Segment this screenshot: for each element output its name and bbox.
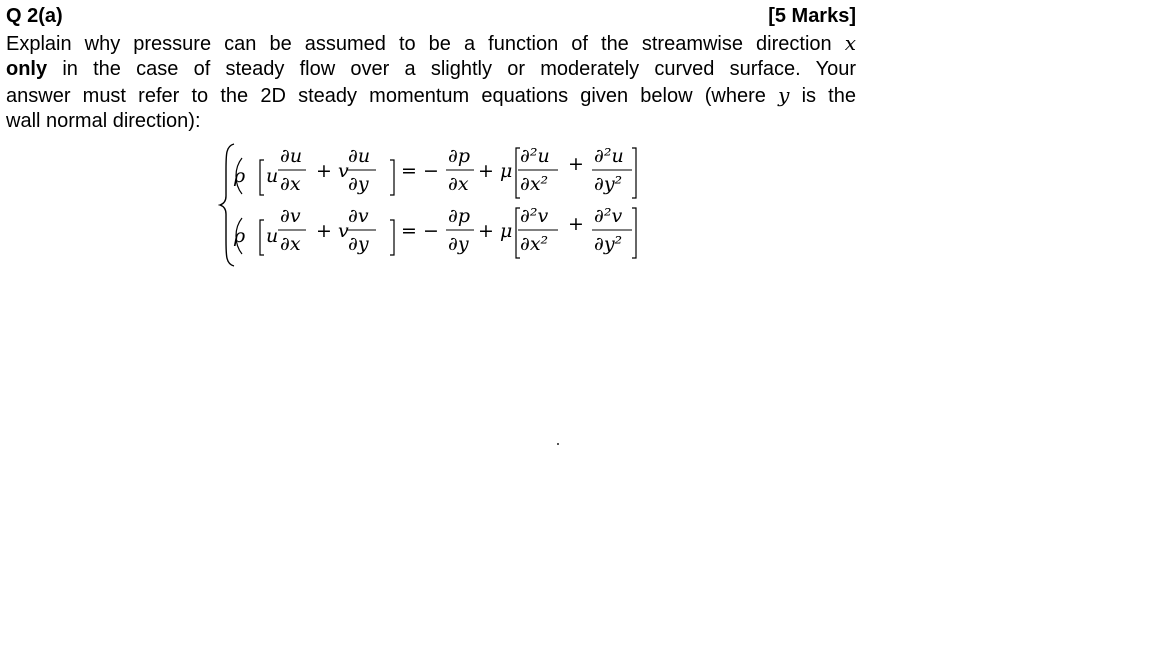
question-text bbox=[6, 30, 856, 134]
dy-den-2: ∂y bbox=[348, 233, 369, 255]
d2u-num-1b: ∂²u bbox=[594, 145, 624, 167]
bracket-open-2 bbox=[260, 220, 264, 255]
stray-dot bbox=[557, 443, 559, 445]
rho-2: ρ bbox=[234, 225, 246, 247]
variable-x: x bbox=[844, 31, 856, 55]
plus-v-2: + v bbox=[316, 220, 349, 242]
bracket2-close-2 bbox=[632, 208, 636, 258]
question-line-3: answer must refer to the 2D steady momentum equations given below (where y is the bbox=[6, 83, 856, 107]
dv-num-2b: ∂v bbox=[348, 205, 369, 227]
dp-num-2: ∂p bbox=[448, 205, 470, 227]
dv-num-2: ∂v bbox=[280, 205, 301, 227]
variable-y: y bbox=[778, 83, 790, 107]
dx-den-2: ∂x bbox=[280, 233, 301, 255]
dy2-den-2: ∂y² bbox=[594, 233, 623, 255]
momentum-equations bbox=[218, 140, 648, 270]
plus-1: + bbox=[568, 153, 584, 175]
question-line-1: Explain why pressure can be assumed to be a function of the streamwise direction x bbox=[6, 31, 856, 55]
dp-num-1: ∂p bbox=[448, 145, 470, 167]
dy2-den-1: ∂y² bbox=[594, 173, 623, 195]
u-1: u bbox=[266, 165, 279, 187]
du-num-1: ∂u bbox=[280, 145, 303, 167]
plus-mu-2: + μ bbox=[478, 220, 513, 242]
bracket-close-1 bbox=[390, 160, 394, 195]
question-number: Q 2(a) bbox=[6, 5, 63, 27]
plus-mu-1: + μ bbox=[478, 160, 513, 182]
dy-den-2b: ∂y bbox=[448, 233, 469, 255]
left-brace bbox=[220, 144, 234, 266]
dx-den-1: ∂x bbox=[280, 173, 301, 195]
plus-v-1: + v bbox=[316, 160, 349, 182]
x-momentum-equation bbox=[233, 145, 636, 198]
dx-den-1b: ∂x bbox=[448, 173, 469, 195]
bracket2-close-1 bbox=[632, 148, 636, 198]
question-header bbox=[6, 4, 856, 28]
bracket-close-2 bbox=[390, 220, 394, 255]
question-line-4: wall normal direction): bbox=[6, 110, 201, 132]
rho-1: ρ bbox=[234, 165, 246, 187]
d2u-num-1: ∂²u bbox=[520, 145, 550, 167]
question-marks: [5 Marks] bbox=[768, 5, 856, 27]
dy-den-1: ∂y bbox=[348, 173, 369, 195]
d2v-num-2b: ∂²v bbox=[594, 205, 623, 227]
u-2: u bbox=[266, 225, 279, 247]
du-num-1b: ∂u bbox=[348, 145, 371, 167]
bracket-open-1 bbox=[260, 160, 264, 195]
plus-2: + bbox=[568, 213, 584, 235]
question-line-2: only in the case of steady flow over a slightly or moderately curved surface. Your bbox=[6, 58, 856, 80]
y-momentum-equation bbox=[233, 205, 636, 258]
eq-minus-1: = − bbox=[401, 160, 439, 182]
emphasis-only: only bbox=[6, 58, 48, 80]
d2v-num-2: ∂²v bbox=[520, 205, 549, 227]
dx2-den-2: ∂x² bbox=[520, 233, 549, 255]
dx2-den-1: ∂x² bbox=[520, 173, 549, 195]
eq-minus-2: = − bbox=[401, 220, 439, 242]
